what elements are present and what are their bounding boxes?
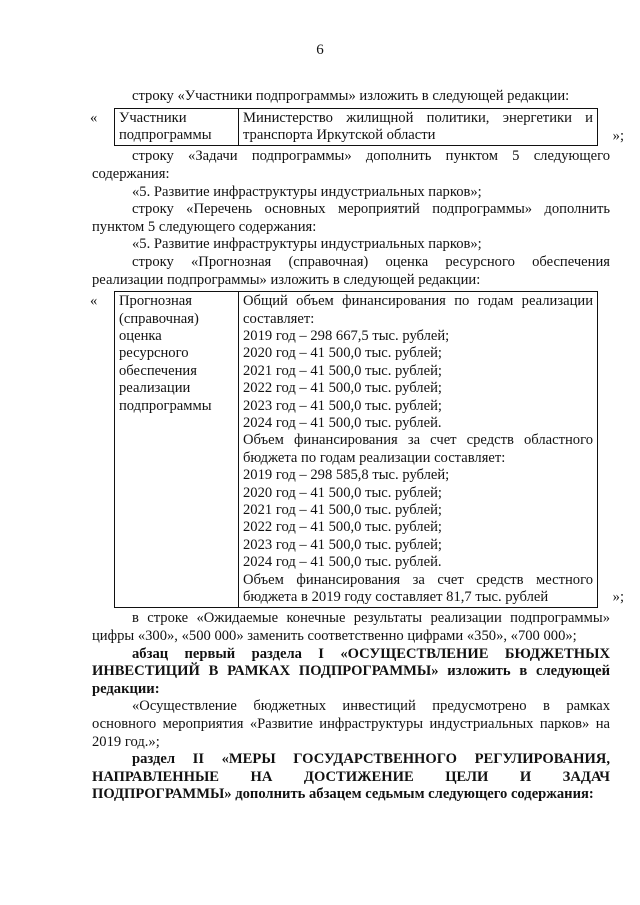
- regional-year: 2023 год – 41 500,0 тыс. рублей;: [243, 536, 442, 553]
- regional-year: 2019 год – 298 585,8 тыс. рублей;: [243, 467, 450, 484]
- paragraph-tasks: строку «Задачи подпрограммы» дополнить пунктом 5 следующего содержания:: [92, 148, 610, 182]
- participants-table: [114, 108, 598, 147]
- regional-year: 2024 год – 41 500,0 тыс. рублей.: [243, 554, 442, 571]
- close-quote: »;: [612, 127, 624, 144]
- paragraph-measures-item: «5. Развитие инфраструктуры индустриальных парков»;: [132, 236, 482, 253]
- open-quote: «: [90, 109, 98, 126]
- regional-year: 2020 год – 41 500,0 тыс. рублей;: [243, 484, 442, 501]
- resources-label: Прогнозная (справочная) оценка ресурсного обеспечения реализации подпрограммы: [115, 292, 239, 608]
- total-year: 2023 год – 41 500,0 тыс. рублей;: [243, 397, 442, 414]
- paragraph-participants-intro: строку «Участники подпрограммы» изложить в следующей редакции:: [132, 88, 570, 104]
- resources-value: [239, 292, 598, 608]
- paragraph-measures: строку «Перечень основных мероприятий подпрограммы» дополнить пунктом 5 следующего содержания:: [92, 201, 610, 235]
- paragraph-tasks-item: «5. Развитие инфраструктуры индустриальных парков»;: [132, 183, 482, 200]
- table-row: [115, 108, 598, 146]
- document-body: [90, 88, 624, 804]
- open-quote: «: [90, 293, 98, 310]
- regional-year: 2021 год – 41 500,0 тыс. рублей;: [243, 502, 442, 519]
- participants-value: Министерство жилищной политики, энергетики и транспорта Иркутской области: [239, 108, 598, 146]
- resources-table: [114, 291, 598, 608]
- paragraph-resources-intro: строку «Прогнозная (справочная) оценка ресурсного обеспечения реализации подпрограммы» изложить в следующей редакции:: [92, 253, 610, 288]
- paragraph-section-one-text: «Осуществление бюджетных инвестиций предусмотрено в рамках основного мероприятия «Развитие инфраструктуры индустриальных парков» на 2019 год.»;: [92, 698, 610, 750]
- regional-intro: Объем финансирования за счет средств областного бюджета по годам реализации составляет:: [243, 432, 593, 466]
- paragraph-section-one: абзац первый раздела I «ОСУЩЕСТВЛЕНИЕ БЮДЖЕТНЫХ ИНВЕСТИЦИЙ В РАМКАХ ПОДПРОГРАММЫ» изложить в следующей редакции:: [92, 645, 610, 697]
- local-budget: Объем финансирования за счет средств местного бюджета в 2019 году составляет 81,7 тыс. рублей: [243, 571, 593, 606]
- total-year: 2019 год – 298 667,5 тыс. рублей;: [243, 327, 450, 344]
- regional-year: 2022 год – 41 500,0 тыс. рублей;: [243, 519, 442, 536]
- resources-table-wrap: [90, 291, 624, 608]
- total-intro: Общий объем финансирования по годам реализации составляет:: [243, 293, 593, 327]
- table-row: [115, 292, 598, 608]
- close-quote: »;: [612, 588, 624, 605]
- paragraph-section-two: раздел II «МЕРЫ ГОСУДАРСТВЕННОГО РЕГУЛИРОВАНИЯ, НАПРАВЛЕННЫЕ НА ДОСТИЖЕНИЕ ЦЕЛИ И ЗАДАЧ ПОДПРОГРАММЫ» дополнить абзацем седьмым следующего содержания:: [92, 751, 610, 803]
- page-number: 6: [316, 42, 324, 58]
- paragraph-results: в строке «Ожидаемые конечные результаты реализации подпрограммы» цифры «300», «500 000» заменить соответственно цифрами «350», «700 000»;: [92, 610, 610, 645]
- total-year: 2020 год – 41 500,0 тыс. рублей;: [243, 345, 442, 362]
- total-year: 2022 год – 41 500,0 тыс. рублей;: [243, 380, 442, 397]
- total-year: 2024 год – 41 500,0 тыс. рублей.: [243, 415, 442, 431]
- participants-table-wrap: [90, 108, 624, 147]
- total-year: 2021 год – 41 500,0 тыс. рублей;: [243, 362, 442, 379]
- participants-label: Участники подпрограммы: [115, 108, 239, 146]
